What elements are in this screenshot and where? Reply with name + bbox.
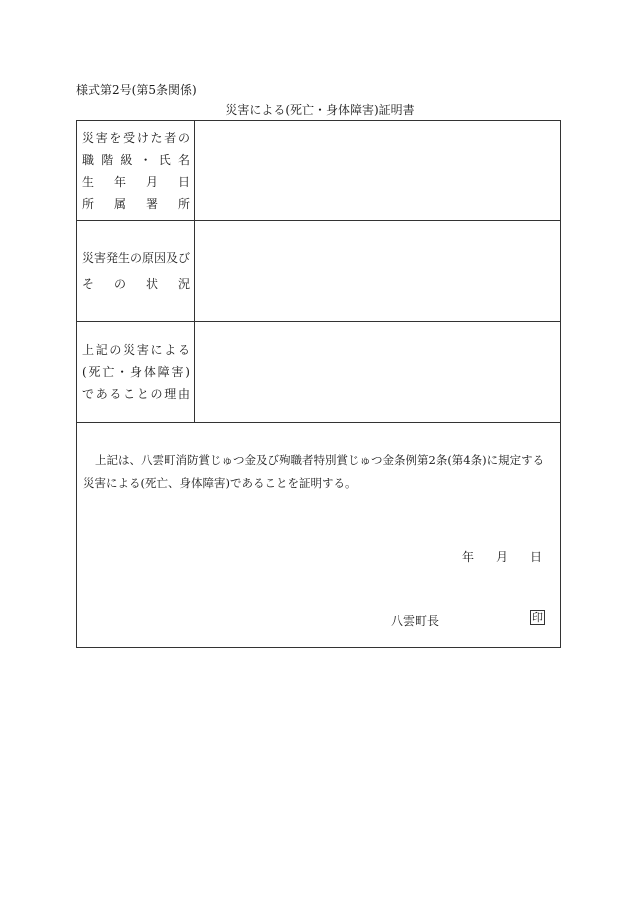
value-reason[interactable] [195,322,560,422]
row-victim-info [77,121,560,221]
date-month-label: 月 [495,550,508,564]
certification-cell [77,423,560,647]
row-cause [77,221,560,322]
certification-text: 上記は、八雲町消防賞じゅつ金及び殉職者特別賞じゅつ金条例第2条(第4条)に規定する災害による(死亡、身体障害)であることを証明する。 [83,453,545,490]
certificate-table [76,120,561,648]
label-victim-info [77,121,195,220]
label-cause [77,221,195,321]
label-line: 職階級・氏名 [82,152,190,167]
form-title: 災害による(死亡・身体障害)証明書 [225,103,415,117]
label-line: 上記の災害による [82,343,190,357]
label-line: 災害発生の原因及び [82,251,190,265]
label-line: 生年月日 [82,174,190,189]
label-reason [77,322,195,422]
date-year-label: 年 [461,550,474,564]
label-line: その状況 [82,277,190,291]
value-victim-info[interactable] [195,121,560,220]
value-cause[interactable] [195,221,560,321]
label-line: 所属署所 [82,196,190,211]
form-number: 様式第2号(第5条関係) [76,83,197,97]
signer-title: 八雲町長 [391,614,440,628]
row-reason [77,322,560,423]
label-line: 災害を受けた者の [82,130,190,145]
date-line [440,549,542,565]
date-day-label: 日 [529,550,542,564]
label-line: (死亡・身体障害) [82,365,190,379]
label-line: であることの理由 [82,387,190,401]
seal-stamp: 印 [532,611,543,624]
